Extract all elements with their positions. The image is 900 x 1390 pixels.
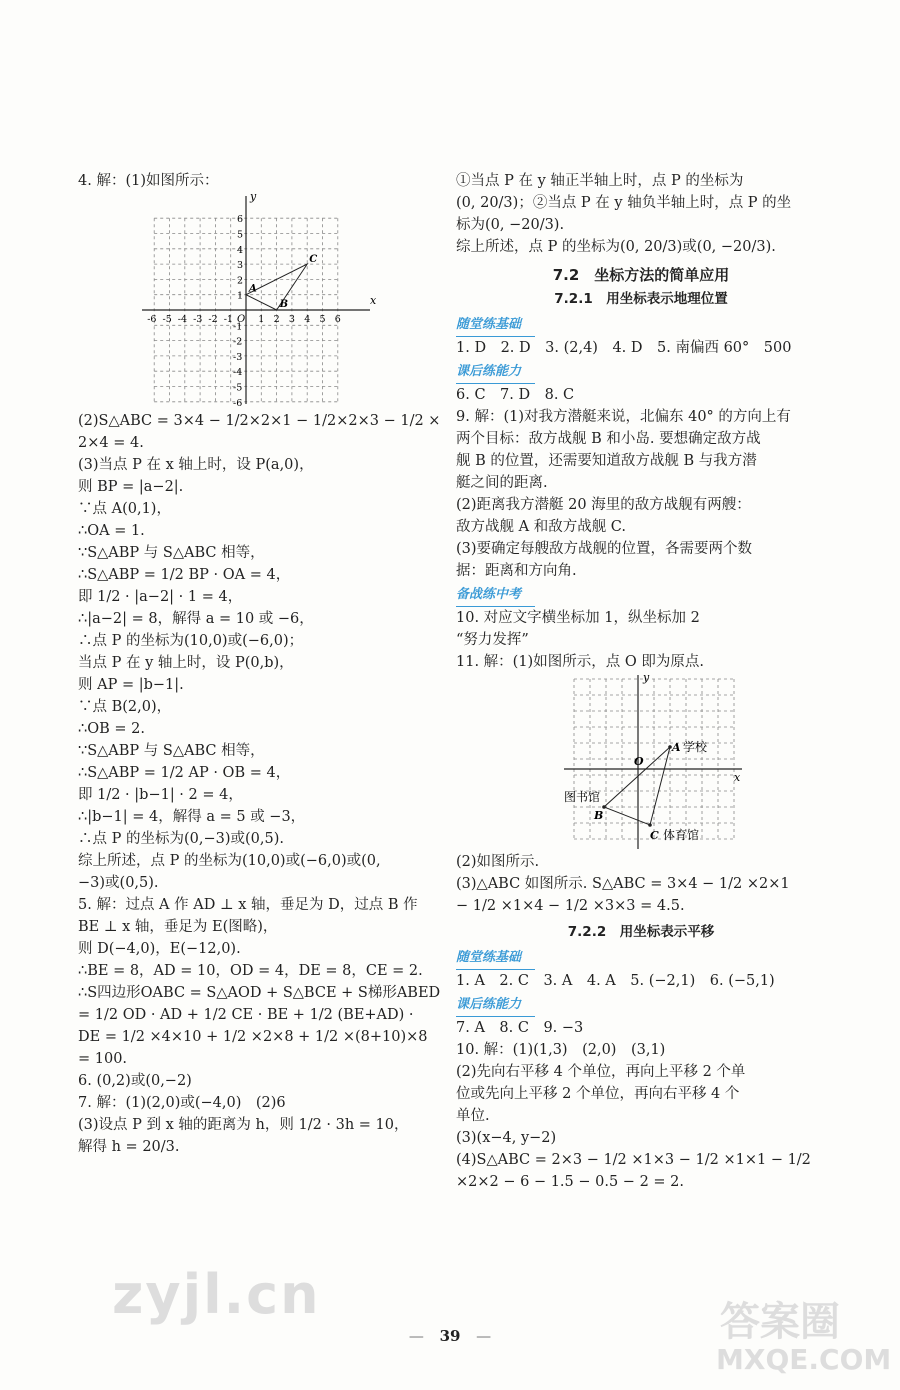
text-line: 则 AP = |b−1|. xyxy=(78,677,184,693)
text-line: −3)或(0,5). xyxy=(78,875,159,891)
y-tick-label: 5 xyxy=(237,229,244,241)
text-line: 据：距离和方向角. xyxy=(456,563,577,579)
text-line: ∵S△ABP 与 S△ABC 相等， xyxy=(78,743,265,759)
text-line: − 1/2 ×1×4 − 1/2 ×3×3 = 4.5. xyxy=(456,898,685,914)
text-line: ∴S△ABP = 1/2 AP · OB = 4， xyxy=(78,765,291,781)
text-line: = 100. xyxy=(78,1051,128,1067)
page-number: — 39 — xyxy=(408,1327,492,1345)
point-b-label: B xyxy=(594,809,604,822)
text-line: BE ⊥ x 轴，垂足为 E(图略)， xyxy=(78,919,278,935)
watermark-zyjl: zyjl.cn xyxy=(112,1263,321,1326)
text-line: (0, 20/3)；②当点 P 在 y 轴负半轴上时，点 P 的坐 xyxy=(456,195,792,211)
school-label: 学校 xyxy=(683,740,708,754)
watermark-daanquan: 答案圈 xyxy=(720,1299,840,1345)
text-line: (3)要确定每艘敌方战舰的位置，各需要两个数 xyxy=(456,541,753,557)
subsection-7-2-1-title: 7.2.1 用坐标表示地理位置 xyxy=(554,291,728,307)
text-line: 敌方战舰 A 和敌方战舰 C. xyxy=(456,519,626,535)
x-tick-label: -3 xyxy=(193,314,203,325)
tag-basic: 随堂练基础 xyxy=(456,314,535,337)
subsection-7-2-2-title: 7.2.2 用坐标表示平移 xyxy=(567,924,715,940)
text-line: 当点 P 在 y 轴上时，设 P(0,b)， xyxy=(78,655,294,671)
watermark-mxqe: MXQE.COM xyxy=(716,1343,892,1376)
text-line: 艇之间的距离. xyxy=(456,475,548,491)
section-title: 7.2 坐标方法的简单应用 xyxy=(552,266,730,284)
text-line: (3)△ABC 如图所示. S△ABC = 3×4 − 1/2 ×2×1 xyxy=(456,876,790,892)
text-line: ×2×2 − 6 − 1.5 − 0.5 − 2 = 2. xyxy=(456,1174,684,1190)
answers-11-continued xyxy=(456,851,826,917)
tag-ability: 课后练能力 xyxy=(456,361,535,384)
coordinate-figure-2 xyxy=(564,673,764,851)
x-axis-label: x xyxy=(734,771,741,784)
text-line: “努力发挥” xyxy=(456,632,529,648)
x-tick-label: -2 xyxy=(208,314,218,325)
text-line: ∵点 B(2,0)， xyxy=(78,699,172,715)
text-line: 10. 解：(1)(1,3) (2,0) (3,1) xyxy=(456,1042,666,1058)
y-tick-label: 6 xyxy=(237,214,244,226)
y-tick-label: -1 xyxy=(233,321,243,333)
y-tick-label: -3 xyxy=(233,351,243,363)
origin-label: O xyxy=(237,314,246,325)
answers-ability-2 xyxy=(456,1017,826,1193)
text-line: 解得 h = 20/3. xyxy=(78,1139,180,1155)
point-c-label: C xyxy=(309,254,318,266)
text-line: 9. 解：(1)对我方潜艇来说，北偏东 40° 的方向上有 xyxy=(456,409,791,425)
left-answers xyxy=(78,410,441,1158)
text-line: DE = 1/2 ×4×10 + 1/2 ×2×8 + 1/2 ×(8+10)×8 xyxy=(78,1029,428,1045)
text-line: ∵点 A(0,1)， xyxy=(78,501,171,517)
text-line: (3)设点 P 到 x 轴的距离为 h，则 1/2 · 3h = 10， xyxy=(78,1117,409,1133)
text-line: 标为(0, −20/3). xyxy=(456,217,565,233)
text-line: (4)S△ABC = 2×3 − 1/2 ×1×3 − 1/2 ×1×1 − 1/2 xyxy=(456,1152,811,1168)
y-tick-label: 4 xyxy=(237,244,244,256)
answers-basic-2: 1. A 2. C 3. A 4. A 5. (−2,1) 6. (−5,1) xyxy=(456,973,775,989)
y-axis-label: y xyxy=(250,192,257,203)
text-line: (2)S△ABC = 3×4 − 1/2×2×1 − 1/2×2×3 − 1/2 × xyxy=(78,413,441,429)
x-tick-label: 2 xyxy=(273,314,280,325)
text-line: ∴S△ABP = 1/2 BP · OA = 4， xyxy=(78,567,291,583)
text-line: ∴OB = 2. xyxy=(78,721,145,737)
tag-ability-2: 课后练能力 xyxy=(456,994,535,1017)
text-line: 综上所述，点 P 的坐标为(0, 20/3)或(0, −20/3). xyxy=(456,239,776,255)
text-line: 11. 解：(1)如图所示，点 O 即为原点. xyxy=(456,654,704,670)
problem-4-heading: 4. 解：(1)如图所示： xyxy=(78,173,219,189)
answers-exam-1 xyxy=(456,607,826,673)
tag-exam: 备战练中考 xyxy=(456,584,535,607)
text-line: ①当点 P 在 y 轴正半轴上时，点 P 的坐标为 xyxy=(456,173,744,189)
origin-label: O xyxy=(634,755,644,768)
text-line: = 1/2 OD · AD + 1/2 CE · BE + 1/2 (BE+AD) · xyxy=(78,1007,414,1023)
x-tick-label: -5 xyxy=(162,314,172,325)
gym-label: 体育馆 xyxy=(663,828,700,842)
text-line: 6. (0,2)或(0,−2) xyxy=(78,1073,192,1089)
text-line: (2)距离我方潜艇 20 海里的敌方战舰有两艘： xyxy=(456,497,751,513)
point-a-label: A xyxy=(672,741,681,754)
text-line: 7. A 8. C 9. −3 xyxy=(456,1020,584,1036)
text-line: ∴点 P 的坐标为(10,0)或(−6,0)； xyxy=(78,633,304,649)
point-b-label: B xyxy=(279,299,289,310)
text-line: 舰 B 的位置，还需要知道敌方战舰 B 与我方潜 xyxy=(456,453,757,469)
coordinate-figure-1 xyxy=(140,192,380,410)
x-axis-label: x xyxy=(370,294,377,307)
text-line: ∴BE = 8，AD = 10，OD = 4，DE = 8，CE = 2. xyxy=(78,963,423,979)
y-axis-label: y xyxy=(643,673,650,684)
text-line: ∴点 P 的坐标为(0,−3)或(0,5). xyxy=(78,831,284,847)
text-line: ∴OA = 1. xyxy=(78,523,145,539)
y-tick-label: -6 xyxy=(233,397,243,409)
y-tick-label: 1 xyxy=(237,290,244,302)
tag-basic-2: 随堂练基础 xyxy=(456,947,535,970)
text-line: (2)如图所示. xyxy=(456,854,540,870)
x-tick-label: -6 xyxy=(147,314,157,325)
text-line: ∴|b−1| = 4，解得 a = 5 或 −3， xyxy=(78,809,306,825)
text-line: 即 1/2 · |b−1| · 2 = 4， xyxy=(78,787,243,803)
text-line: 2×4 = 4. xyxy=(78,435,144,451)
text-line: ∴|a−2| = 8，解得 a = 10 或 −6， xyxy=(78,611,314,627)
x-tick-label: 5 xyxy=(319,314,326,325)
right-column xyxy=(456,170,826,1193)
text-line: 综上所述，点 P 的坐标为(10,0)或(−6,0)或(0, xyxy=(78,853,381,869)
text-line: 5. 解：过点 A 作 AD ⊥ x 轴，垂足为 D，过点 B 作 xyxy=(78,897,418,913)
text-line: 10. 对应文字横坐标加 1，纵坐标加 2 xyxy=(456,610,700,626)
point-c-label: C xyxy=(650,829,659,842)
y-tick-label: -4 xyxy=(233,367,243,379)
x-tick-label: 3 xyxy=(288,314,295,325)
text-line: ∵S△ABP 与 S△ABC 相等， xyxy=(78,545,265,561)
text-line: 两个目标：敌方战舰 B 和小岛. 要想确定敌方战 xyxy=(456,431,761,447)
text-line: 则 BP = |a−2|. xyxy=(78,479,184,495)
x-tick-label: -4 xyxy=(177,314,188,325)
left-column xyxy=(78,170,441,1158)
answers-ability-1 xyxy=(456,384,826,582)
x-tick-label: 4 xyxy=(304,314,311,325)
text-line: ∴S四边形OABC = S△AOD + S△BCE + S梯形ABED xyxy=(78,985,441,1001)
y-tick-label: -5 xyxy=(233,382,243,394)
text-line: 位或先向上平移 2 个单位，再向右平移 4 个 xyxy=(456,1086,740,1102)
p7-continuation xyxy=(456,170,826,258)
x-tick-label: 1 xyxy=(258,314,265,325)
library-label: 图书馆 xyxy=(564,790,601,804)
text-line: (2)先向右平移 4 个单位，再向上平移 2 个单 xyxy=(456,1064,746,1080)
y-tick-label: -2 xyxy=(233,336,243,348)
text-line: 单位. xyxy=(456,1108,490,1124)
text-line: (3)当点 P 在 x 轴上时，设 P(a,0)， xyxy=(78,457,314,473)
text-line: 7. 解：(1)(2,0)或(−4,0) (2)6 xyxy=(78,1095,286,1111)
text-line: 即 1/2 · |a−2| · 1 = 4， xyxy=(78,589,243,605)
point-a-label: A xyxy=(249,283,257,295)
y-tick-label: 3 xyxy=(237,260,244,272)
x-tick-label: 6 xyxy=(334,314,341,325)
text-line: 6. C 7. D 8. C xyxy=(456,387,575,403)
text-line: (3)(x−4, y−2) xyxy=(456,1130,557,1146)
text-line: 则 D(−4,0)，E(−12,0). xyxy=(78,941,241,957)
answers-basic-1: 1. D 2. D 3. (2,4) 4. D 5. 南偏西 60° 500 xyxy=(456,340,792,356)
y-tick-label: 2 xyxy=(237,275,244,287)
x-tick-label: -1 xyxy=(223,314,233,325)
